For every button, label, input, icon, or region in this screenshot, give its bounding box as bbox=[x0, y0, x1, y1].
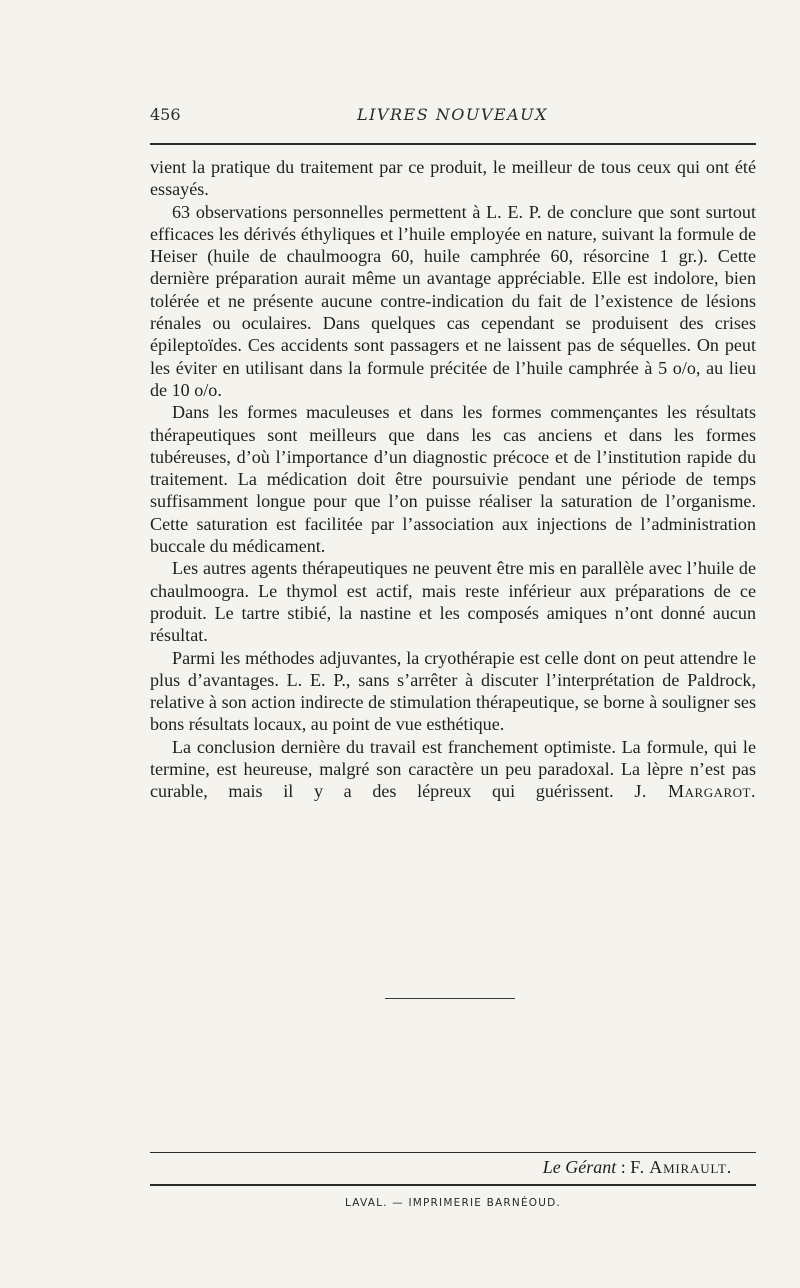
reviewer-signature: J. Margarot. bbox=[634, 781, 756, 802]
paragraph-continuation: vient la pratique du traitement par ce produit, le meilleur de tous ceux qui ont été essayés. bbox=[150, 157, 756, 200]
paragraph-forms: Dans les formes maculeuses et dans les formes commençantes les résultats thérapeutiques sont meilleurs que dans les cas anciens et dans les formes tubéreuses, d’où l’importance d’un diagnostic précoce et de l’institution rapide du traitement. La médication doit être poursuivie pendant une période de temps suffisamment longue pour que l’on puisse réaliser la saturation de l’organisme. Cette saturation est facilitée par l’association aux injections de l’administration buccale du médicament. bbox=[150, 402, 756, 557]
page-number: 456 bbox=[150, 105, 181, 124]
footer-rule-top bbox=[150, 1152, 756, 1153]
conclusion-text: La conclusion dernière du travail est franchement optimiste. La formule, qui le termine, est heureuse, malgré son caractère un peu paradoxal. La lèpre n’est pas curable, mais il y a des lépreux qui guérissent. bbox=[150, 736, 756, 802]
footer-rule-bottom bbox=[150, 1184, 756, 1186]
gerant-name: F. Amirault. bbox=[630, 1157, 732, 1177]
publisher-manager-line bbox=[543, 1157, 732, 1178]
paragraph-conclusion bbox=[150, 736, 756, 803]
review-body bbox=[150, 156, 756, 803]
page-header bbox=[150, 105, 755, 131]
gerant-label: Le Gérant bbox=[542, 1157, 617, 1177]
header-rule bbox=[150, 143, 756, 145]
paragraph-observations: 63 observations personnelles permettent à L. E. P. de conclure que sont surtout efficaces les dérivés éthyliques et l’huile employée en nature, suivant la formule de Heiser (huile de chaulmoogra 60, huile camphrée 60, résorcine 1 gr.). Cette dernière préparation aurait même un avantage appréciable. Elle est indolore, bien tolérée et ne présente aucune contre-indication du fait de l’existence de lésions rénales ou oculaires. Dans quelques cas cependant se produisent des crises épileptoïdes. Ces accidents sont passagers et ne laissent pas de séquelles. On peut les éviter en utilisant dans la formule précitée de l’huile camphrée à 5 o/o, au lieu de 10 o/o. bbox=[150, 201, 756, 400]
section-end-rule bbox=[385, 998, 515, 999]
printer-imprint: LAVAL. — IMPRIMERIE BARNÉOUD. bbox=[345, 1197, 561, 1209]
paragraph-adjuvant-methods: Parmi les méthodes adjuvantes, la cryothérapie est celle dont on peut attendre le plus d’avantages. L. E. P., sans s’arrêter à discuter l’interprétation de Paldrock, relative à son action indirecte de stimulation thérapeutique, se borne à souligner ses bons résultats locaux, au point de vue esthétique. bbox=[150, 647, 756, 735]
paragraph-other-agents: Les autres agents thérapeutiques ne peuvent être mis en parallèle avec l’huile de chaulmoogra. Le thymol est actif, mais reste inférieur aux préparations de ce produit. Le tartre stibié, la nastine et les composés amiques n’ont donné aucun résultat. bbox=[150, 558, 756, 646]
running-title: LIVRES NOUVEAUX bbox=[356, 105, 549, 124]
gerant-separator: : bbox=[616, 1157, 631, 1177]
